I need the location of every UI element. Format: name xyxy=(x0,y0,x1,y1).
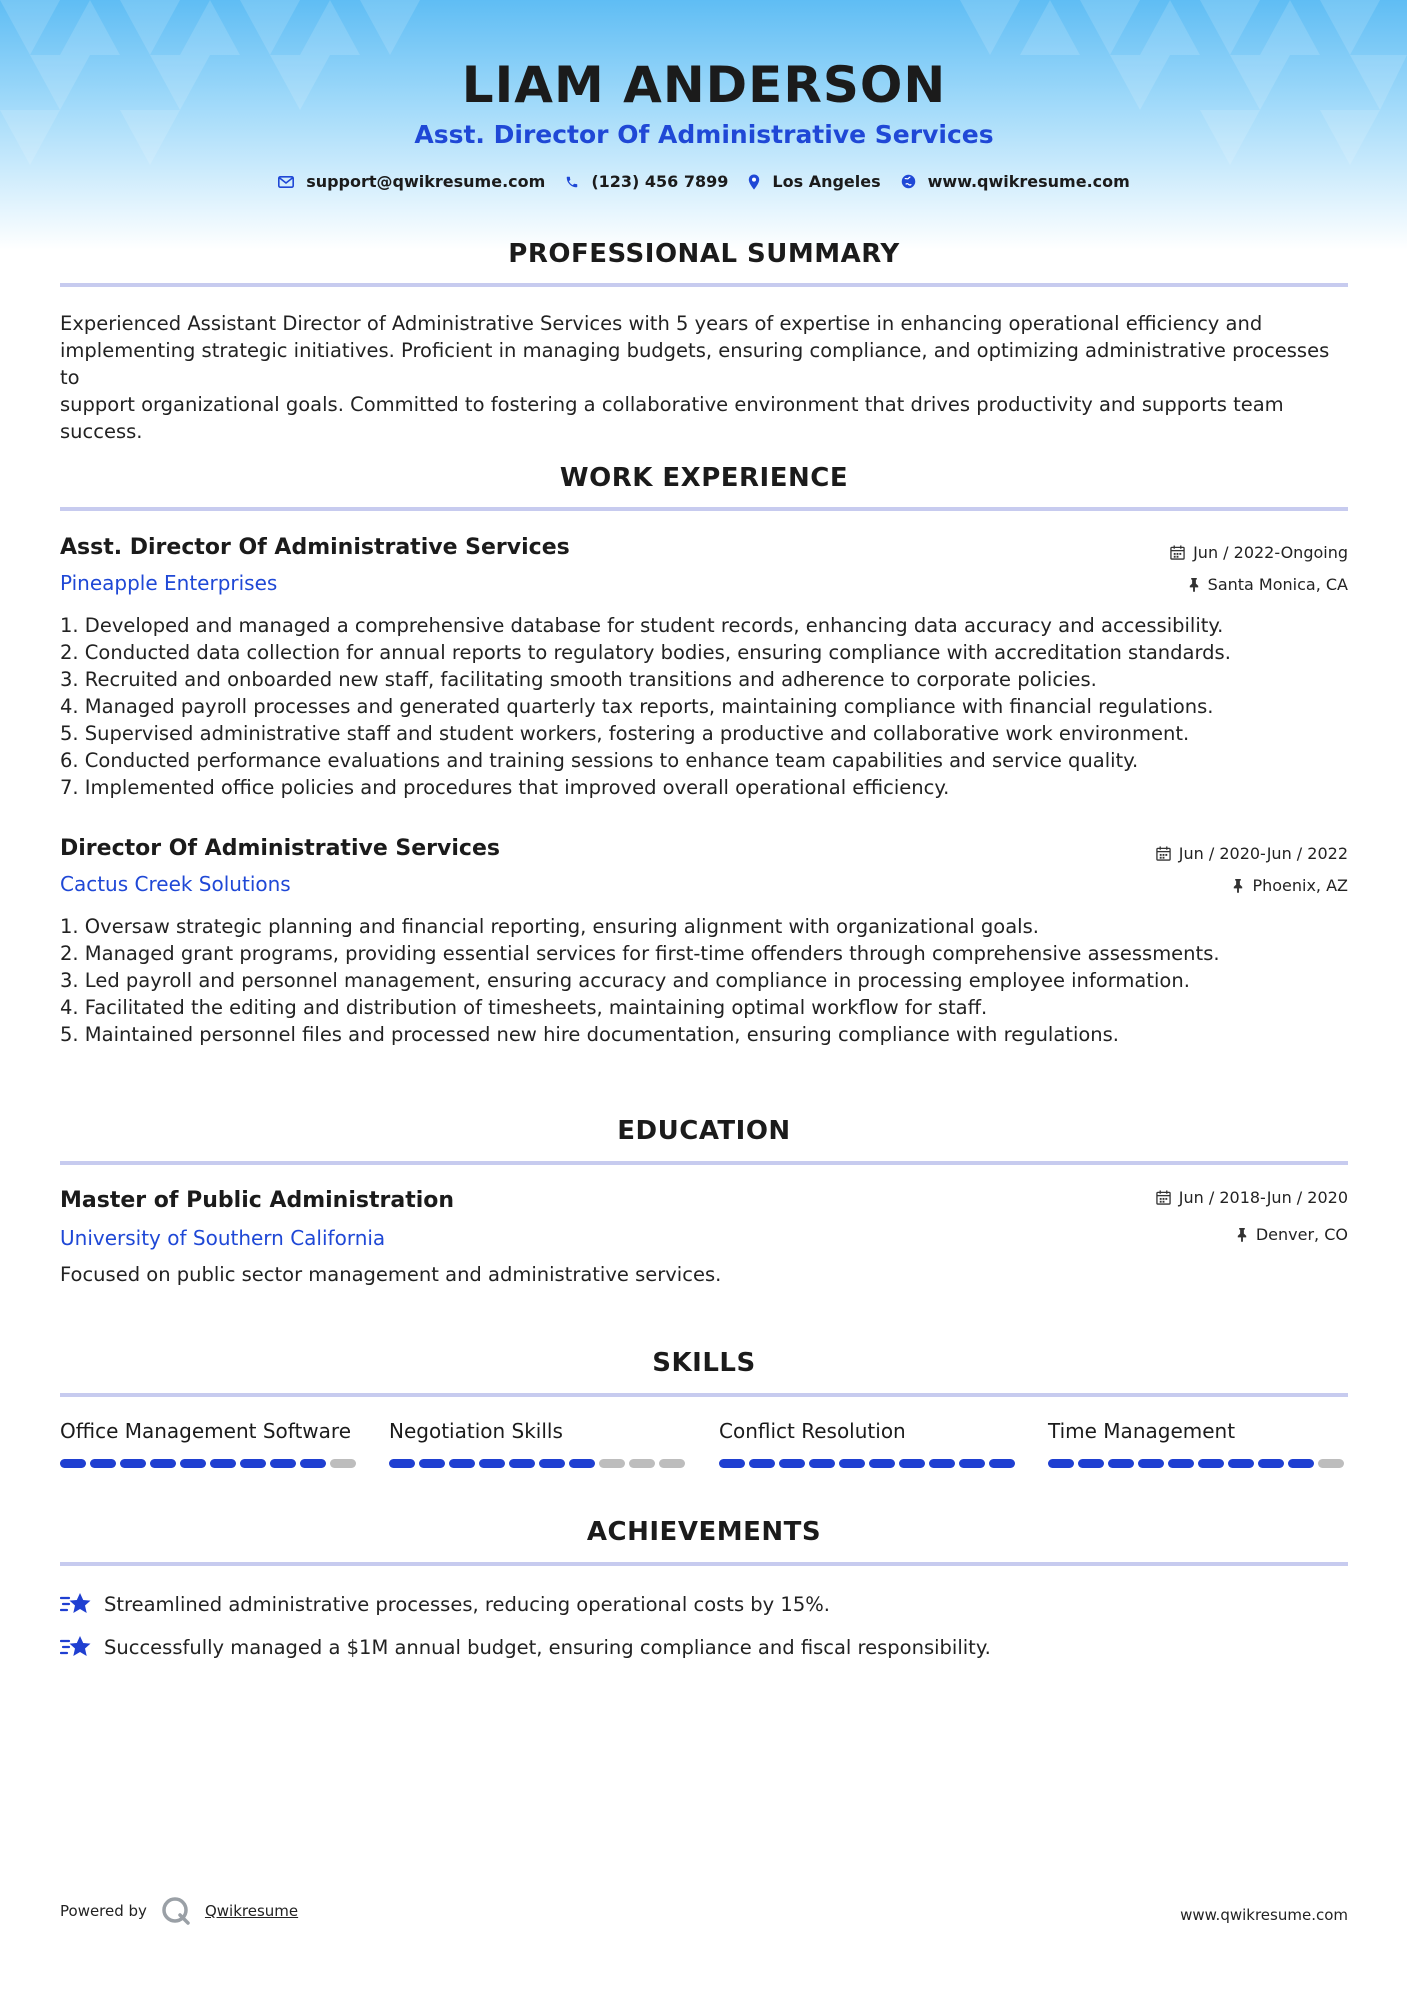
job-dates-text: Jun / 2022-Ongoing xyxy=(1193,543,1348,562)
skill-level-segment xyxy=(839,1459,865,1468)
list-item: 7. Implemented office policies and procedures that improved overall operational efficiency. xyxy=(60,776,950,799)
skill-level-segment xyxy=(60,1459,86,1468)
skill-level-segment xyxy=(1228,1459,1254,1468)
list-item: 1. Oversaw strategic planning and financial reporting, ensuring alignment with organizational goals. xyxy=(60,915,1039,938)
skill-level-segment xyxy=(210,1459,236,1468)
qwikresume-logo-icon xyxy=(161,1896,191,1926)
skill-level-segment xyxy=(659,1459,685,1468)
skill-name: Conflict Resolution xyxy=(719,1419,906,1443)
education-location xyxy=(1236,1225,1348,1244)
achievements-divider xyxy=(60,1562,1348,1566)
skill-level-segment xyxy=(779,1459,805,1468)
skill-level-segment xyxy=(449,1459,475,1468)
skill-level-segment xyxy=(1318,1459,1344,1468)
contact-email[interactable] xyxy=(278,172,545,191)
candidate-title: Asst. Director Of Administrative Services xyxy=(414,120,994,149)
contact-website[interactable] xyxy=(901,172,1130,191)
skill-level-segment xyxy=(809,1459,835,1468)
email-text: support@qwikresume.com xyxy=(306,172,546,191)
skill-name: Office Management Software xyxy=(60,1419,352,1443)
skill-level-segment xyxy=(1078,1459,1104,1468)
contact-phone[interactable] xyxy=(565,172,728,191)
phone-icon xyxy=(565,175,579,189)
skill-level-segment xyxy=(1258,1459,1284,1468)
job-title: Asst. Director Of Administrative Services xyxy=(60,535,570,560)
job-bullets xyxy=(60,913,1348,1048)
summary-line: Experienced Assistant Director of Administrative Services with 5 years of expertise in enhancing operational efficiency and xyxy=(60,312,1263,335)
job-location xyxy=(1188,575,1348,594)
skill-level-bar xyxy=(719,1459,1019,1468)
job-location-text: Santa Monica, CA xyxy=(1207,575,1348,594)
list-item: 5. Maintained personnel files and processed new hire documentation, ensuring compliance with regulations. xyxy=(60,1023,1120,1046)
skill-level-segment xyxy=(1198,1459,1224,1468)
job-dates-text: Jun / 2020-Jun / 2022 xyxy=(1178,844,1348,863)
skill-name: Time Management xyxy=(1048,1419,1236,1443)
education-degree: Master of Public Administration xyxy=(60,1188,455,1213)
education-divider xyxy=(60,1161,1348,1165)
calendar-icon xyxy=(1156,1190,1171,1205)
skill-level-segment xyxy=(869,1459,895,1468)
star-icon xyxy=(60,1633,92,1661)
map-pin-icon xyxy=(748,174,760,190)
skill-level-segment xyxy=(150,1459,176,1468)
skill-level-segment xyxy=(240,1459,266,1468)
summary-divider xyxy=(60,283,1348,287)
skill-item xyxy=(719,1419,1019,1468)
achievements-heading: ACHIEVEMENTS xyxy=(586,1517,822,1547)
calendar-icon xyxy=(1156,846,1171,861)
list-item: 5. Supervised administrative staff and student workers, fostering a productive and collaborative work environment. xyxy=(60,722,1190,745)
education-heading: EDUCATION xyxy=(617,1116,791,1146)
education-school: University of Southern California xyxy=(60,1226,386,1250)
skill-level-segment xyxy=(180,1459,206,1468)
job-location-text: Phoenix, AZ xyxy=(1252,876,1348,895)
skill-level-segment xyxy=(899,1459,925,1468)
skill-item xyxy=(389,1419,689,1468)
skill-level-segment xyxy=(989,1459,1015,1468)
skill-item xyxy=(1048,1419,1348,1468)
skill-name: Negotiation Skills xyxy=(389,1419,563,1443)
skills-heading: SKILLS xyxy=(652,1348,756,1378)
website-text: www.qwikresume.com xyxy=(927,172,1130,191)
summary-line: support organizational goals. Committed to fostering a collaborative environment that drives productivity and supports team xyxy=(60,393,1284,416)
job-dates xyxy=(1156,844,1348,863)
education-dates xyxy=(1156,1188,1348,1207)
skill-level-segment xyxy=(120,1459,146,1468)
skill-level-segment xyxy=(270,1459,296,1468)
education-description: Focused on public sector management and administrative services. xyxy=(60,1263,722,1286)
job-location xyxy=(1232,876,1348,895)
experience-divider xyxy=(60,507,1348,511)
summary-line: success. xyxy=(60,420,143,443)
summary-heading: PROFESSIONAL SUMMARY xyxy=(508,239,900,269)
skill-level-segment xyxy=(1168,1459,1194,1468)
skill-level-segment xyxy=(1108,1459,1134,1468)
list-item: 3. Recruited and onboarded new staff, facilitating smooth transitions and adherence to corporate policies. xyxy=(60,668,1097,691)
star-icon xyxy=(60,1590,92,1618)
skill-level-segment xyxy=(1288,1459,1314,1468)
skill-level-segment xyxy=(330,1459,356,1468)
list-item: 6. Conducted performance evaluations and training sessions to enhance team capabilities and service quality. xyxy=(60,749,1139,772)
list-item: 3. Led payroll and personnel management, ensuring accuracy and compliance in processing employee information. xyxy=(60,969,1190,992)
education-location-text: Denver, CO xyxy=(1255,1225,1348,1244)
contact-location xyxy=(748,172,880,191)
location-text: Los Angeles xyxy=(772,172,881,191)
skill-level-segment xyxy=(509,1459,535,1468)
job-bullets xyxy=(60,612,1348,801)
skill-level-segment xyxy=(300,1459,326,1468)
skill-level-segment xyxy=(719,1459,745,1468)
list-item: 1. Developed and managed a comprehensive database for student records, enhancing data accuracy and accessibility. xyxy=(60,614,1224,637)
calendar-icon xyxy=(1170,545,1185,560)
contact-bar xyxy=(60,172,1348,191)
achievement-item xyxy=(60,1633,991,1661)
list-item: 4. Managed payroll processes and generated quarterly tax reports, maintaining compliance with financial regulations. xyxy=(60,695,1214,718)
skill-level-segment xyxy=(629,1459,655,1468)
skills-divider xyxy=(60,1393,1348,1397)
skill-level-segment xyxy=(959,1459,985,1468)
pushpin-icon xyxy=(1188,577,1200,592)
skill-level-segment xyxy=(569,1459,595,1468)
skill-level-segment xyxy=(929,1459,955,1468)
skill-item xyxy=(60,1419,360,1468)
achievement-text: Successfully managed a $1M annual budget, ensuring compliance and fiscal responsibility. xyxy=(104,1635,991,1659)
footer-powered-by xyxy=(60,1896,298,1926)
skill-level-segment xyxy=(749,1459,775,1468)
achievement-item xyxy=(60,1590,830,1618)
skill-level-segment xyxy=(90,1459,116,1468)
footer-website[interactable]: www.qwikresume.com xyxy=(1180,1906,1348,1924)
job-company: Pineapple Enterprises xyxy=(60,571,278,595)
skill-level-segment xyxy=(479,1459,505,1468)
skill-level-bar xyxy=(389,1459,689,1468)
job-company: Cactus Creek Solutions xyxy=(60,872,291,896)
achievement-text: Streamlined administrative processes, reducing operational costs by 15%. xyxy=(104,1592,830,1616)
education-dates-text: Jun / 2018-Jun / 2020 xyxy=(1178,1188,1348,1207)
powered-by-label: Powered by xyxy=(60,1902,147,1920)
envelope-icon xyxy=(278,176,294,188)
list-item: 4. Facilitated the editing and distribution of timesheets, maintaining optimal workflow for staff. xyxy=(60,996,988,1019)
skill-level-bar xyxy=(60,1459,360,1468)
skill-level-segment xyxy=(599,1459,625,1468)
summary-text xyxy=(60,310,1348,445)
candidate-name: LIAM ANDERSON xyxy=(461,56,947,114)
job-title: Director Of Administrative Services xyxy=(60,836,500,861)
list-item: 2. Managed grant programs, providing essential services for first-time offenders through comprehensive assessments. xyxy=(60,942,1220,965)
list-item: 2. Conducted data collection for annual reports to regulatory bodies, ensuring compliance with accreditation standards. xyxy=(60,641,1231,664)
skill-level-segment xyxy=(389,1459,415,1468)
summary-line: implementing strategic initiatives. Proficient in managing budgets, ensuring compliance, and optimizing administrative processes to xyxy=(60,339,1330,389)
job-dates xyxy=(1170,543,1348,562)
skill-level-segment xyxy=(419,1459,445,1468)
skill-level-segment xyxy=(1138,1459,1164,1468)
skill-level-bar xyxy=(1048,1459,1348,1468)
globe-icon xyxy=(901,174,916,189)
skill-level-segment xyxy=(539,1459,565,1468)
experience-heading: WORK EXPERIENCE xyxy=(559,463,849,493)
qwikresume-link[interactable]: Qwikresume xyxy=(204,1902,299,1920)
skill-level-segment xyxy=(1048,1459,1074,1468)
pushpin-icon xyxy=(1232,878,1244,893)
phone-text: (123) 456 7899 xyxy=(591,172,729,191)
pushpin-icon xyxy=(1236,1227,1248,1242)
